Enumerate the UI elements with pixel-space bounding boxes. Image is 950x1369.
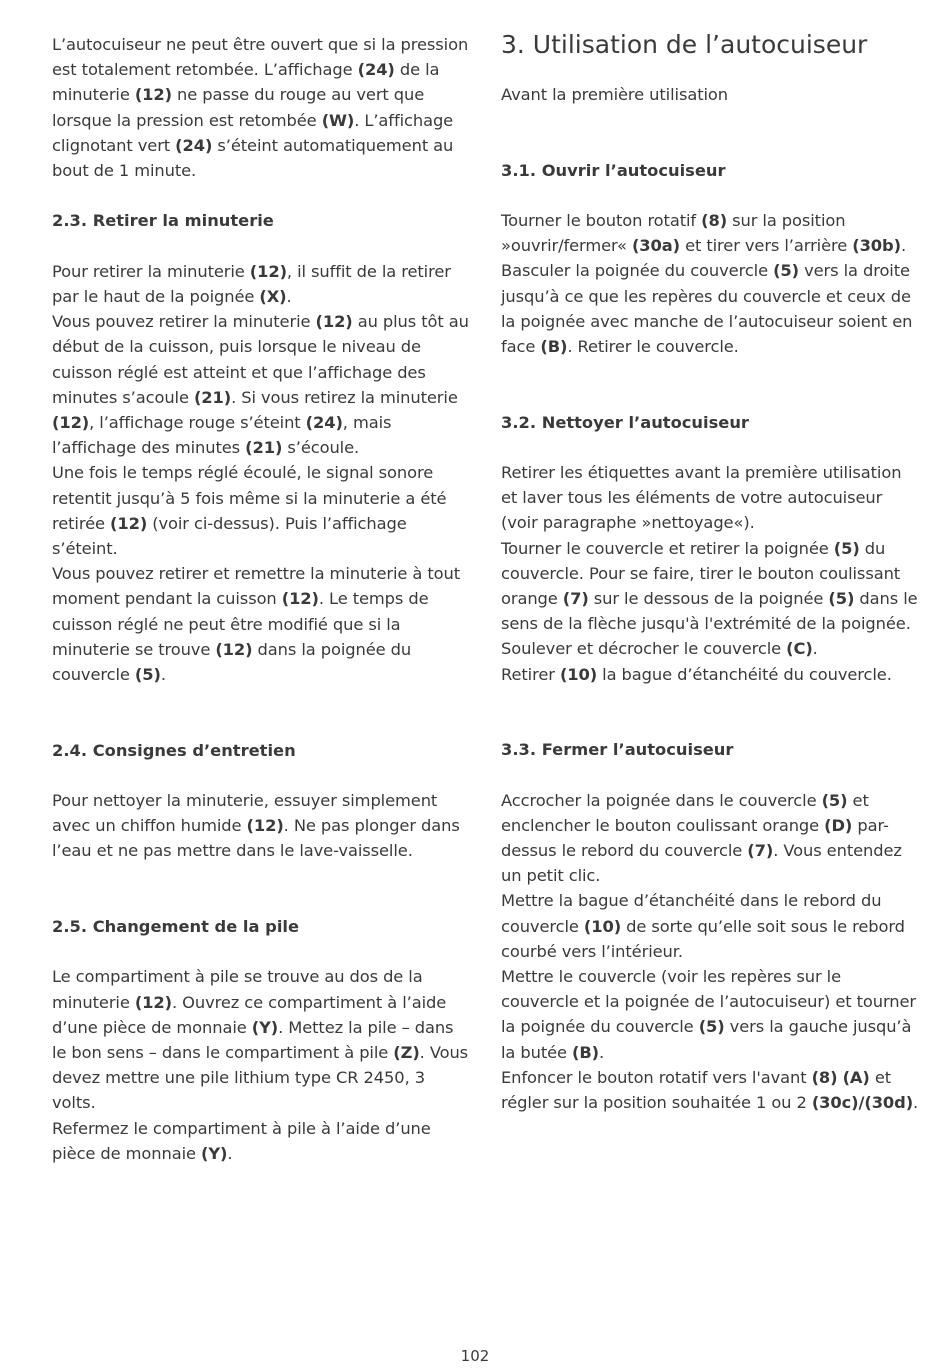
part-reference: (12) [249, 261, 287, 281]
page-number: 102 [460, 1347, 490, 1365]
part-reference: (21) [193, 387, 232, 407]
right-column [501, 32, 921, 1115]
chapter-3-subtitle: Avant la première utilisation [501, 85, 728, 104]
part-reference: (W) [321, 110, 355, 130]
part-reference: (8) [701, 210, 728, 230]
section-3-2-paragraph-2: Tourner le couvercle et retirer la poignée (5) du couvercle. Pour se faire, tirer le bouton coulissant orange (7) sur le dessous de la poignée (5) dans le sens de la flèche jusqu'à l'extrémité de la poignée. Soulever et décrocher le couvercle (C). [501, 538, 918, 659]
part-reference: (12) [246, 816, 284, 836]
part-reference: (30b) [852, 236, 901, 256]
part-reference: (X) [259, 287, 287, 306]
section-3-3-paragraph-4: Enfoncer le bouton rotatif vers l'avant (8) (A) et régler sur la position souhaitée 1 ou 2 (30c)/(30d). [501, 1067, 919, 1113]
section-3-3-heading: 3.3. Fermer l’autocuiseur [501, 740, 734, 760]
section-3-1-paragraph-2: Basculer la poignée du couvercle (5) vers la droite jusqu’à ce que les repères du couvercle et ceux de la poignée avec manche de l’autocuiseur soient en face (B). Retirer le couvercle. [501, 261, 913, 356]
part-reference: (8) [811, 1067, 838, 1087]
left-column [52, 32, 470, 1166]
section-3-3-paragraph-1: Accrocher la poignée dans le couvercle (5) et enclencher le bouton coulissant orange (D) par-dessus le rebord du couvercle (7). Vous entendez un petit clic. [501, 790, 902, 886]
part-reference: (5) [821, 790, 848, 810]
section-2-5-heading: 2.5. Changement de la pile [52, 917, 300, 937]
part-reference: (5) [698, 1017, 725, 1037]
part-reference: (24) [305, 413, 343, 433]
part-reference: (30c)/(30d) [811, 1093, 914, 1113]
part-reference: (10) [559, 664, 598, 684]
part-reference: (12) [215, 639, 253, 659]
section-2-3-paragraph-1: Pour retirer la minuterie (12), il suffit de la retirer par le haut de la poignée (X). [52, 261, 451, 306]
section-3-3-paragraph-3: Mettre le couvercle (voir les repères sur le couvercle et la poignée de l’autocuiseur) et tourner la poignée du couvercle (5) vers la gauche jusqu’à la butée (B). [501, 967, 916, 1062]
part-reference: (5) [134, 665, 161, 685]
part-reference: (12) [281, 589, 319, 609]
section-2-5-paragraph-2: Refermez le compartiment à pile à l’aide d’une pièce de monnaie (Y). [52, 1118, 431, 1163]
part-reference: (5) [828, 589, 855, 608]
section-2-3-heading: 2.3. Retirer la minuterie [52, 211, 274, 231]
section-2-4-paragraph-1: Pour nettoyer la minuterie, essuyer simplement avec un chiffon humide (12). Ne pas plonger dans l’eau et ne pas mettre dans le lave-vaisselle. [52, 791, 460, 861]
part-reference: (D) [824, 815, 853, 835]
part-reference: (12) [134, 85, 172, 105]
part-reference: (12) [52, 413, 90, 433]
intro-paragraph: L’autocuiseur ne peut être ouvert que si la pression est totalement retombée. L’affichage (24) de la minuterie (12) ne passe du rouge au vert que lorsque la pression est retombée (W). L’affichage clignotant vert (24) s’éteint automatiquement au bout de 1 minute. [52, 35, 469, 181]
part-reference: (5) [833, 538, 860, 558]
part-reference: (12) [110, 513, 148, 533]
part-reference: (12) [134, 992, 172, 1012]
part-reference: (5) [773, 261, 800, 281]
part-reference: (21) [245, 438, 283, 458]
part-reference: (B) [572, 1042, 600, 1062]
part-reference: (Y) [251, 1017, 279, 1037]
section-3-3-paragraph-2: Mettre la bague d’étanchéité dans le rebord du couvercle (10) de sorte qu’elle soit sous le rebord courbé vers l’intérieur. [501, 891, 905, 961]
part-reference: (A) [842, 1067, 870, 1087]
section-2-5-paragraph-1: Le compartiment à pile se trouve au dos de la minuterie (12). Ouvrez ce compartiment à l’aide d’une pièce de monnaie (Y). Mettez la pile – dans le bon sens – dans le compartiment à pile (Z). Vous devez mettre une pile lithium type CR 2450, 3 volts. [52, 967, 469, 1113]
part-reference: (B) [540, 337, 568, 356]
part-reference: (10) [583, 916, 622, 936]
part-reference: (7) [747, 841, 774, 860]
part-reference: (C) [786, 639, 813, 659]
part-reference: (24) [175, 135, 213, 155]
part-reference: (7) [562, 589, 589, 608]
section-2-3-paragraph-2: Vous pouvez retirer la minuterie (12) au plus tôt au début de la cuisson, puis lorsque le niveau de cuisson réglé est atteint et que l’affichage des minutes s’acoule (21). Si vous retirez la minuterie (12), l’affichage rouge s’éteint (24), mais l’affichage des minutes (21) s’écoule. [52, 312, 469, 458]
section-3-1-heading: 3.1. Ouvrir l’autocuiseur [501, 160, 726, 180]
section-3-2-heading: 3.2. Nettoyer l’autocuiseur [501, 412, 749, 432]
part-reference: (Z) [393, 1043, 420, 1063]
section-2-3-paragraph-3: Une fois le temps réglé écoulé, le signal sonore retentit jusqu’à 5 fois même si la minuterie a été retirée (12) (voir ci-dessus). Puis l’affichage s’éteint. [52, 463, 447, 559]
section-3-2-paragraph-3: Retirer (10) la bague d’étanchéité du couvercle. [501, 664, 892, 684]
section-2-3-paragraph-4: Vous pouvez retirer et remettre la minuterie à tout moment pendant la cuisson (12). Le temps de cuisson réglé ne peut être modifié que si la minuterie se trouve (12) dans la poignée du couvercle (5). [52, 564, 460, 685]
section-3-2-paragraph-1: Retirer les étiquettes avant la première utilisation et laver tous les éléments de votre autocuiseur (voir paragraphe »nettoyage«). [501, 462, 902, 533]
part-reference: (24) [357, 60, 395, 80]
part-reference: (30a) [631, 236, 680, 256]
part-reference: (12) [315, 312, 353, 332]
section-2-4-heading: 2.4. Consignes d’entretien [52, 740, 296, 760]
chapter-3-title: 3. Utilisation de l’autocuiseur [501, 30, 868, 59]
section-3-1-paragraph-1: Tourner le bouton rotatif (8) sur la position »ouvrir/fermer« (30a) et tirer vers l’arrière (30b). [501, 210, 907, 256]
part-reference: (Y) [201, 1143, 228, 1163]
